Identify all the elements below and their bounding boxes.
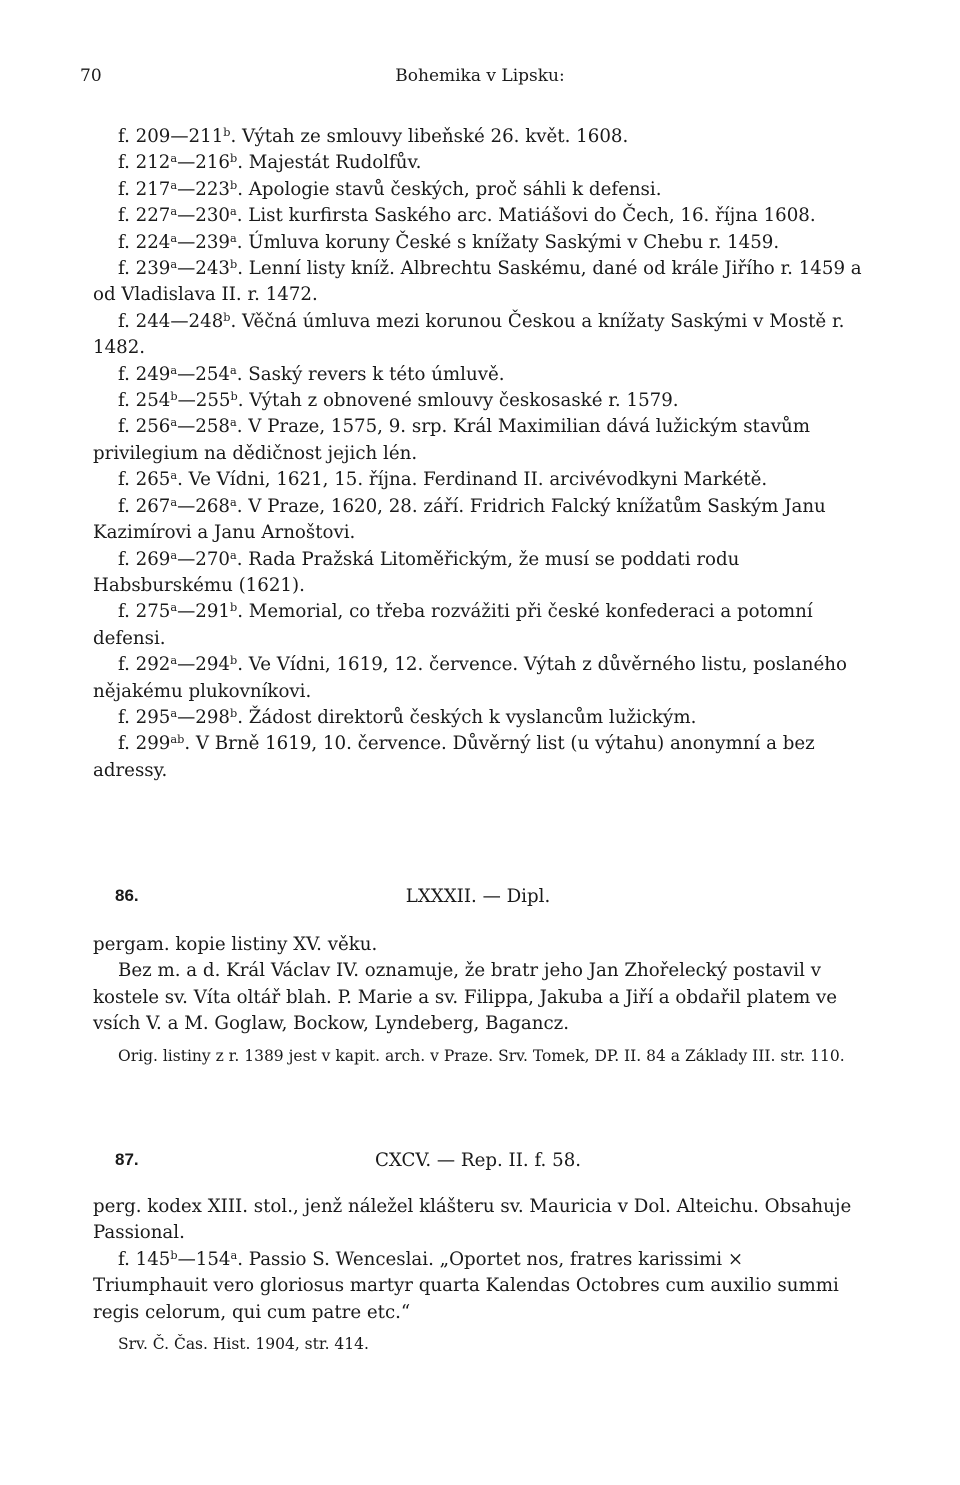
folio-list <box>93 124 863 784</box>
entry-86-heading <box>93 886 863 916</box>
entry-number: 87. <box>115 1150 139 1169</box>
folio-entry: f. 295$^a$—298$^b$. Žádost direktorů českých k vyslancům lužickým. <box>118 706 697 728</box>
folio-entry: f. 267$^a$—268$^a$. V Praze, 1620, 28. září. Fridrich Falcký knížatům Saským Janu Kazimírovi a Janu Arnoštovi. <box>93 495 826 544</box>
running-title: Bohemika v Lipsku: <box>395 66 565 86</box>
entry-87-body <box>93 1194 863 1357</box>
folio-entry: f. 254$^b$—255$^b$. Výtah z obnovené smlouvy českosaské r. 1579. <box>118 389 679 412</box>
folio-entry: f. 249$^a$—254$^a$. Saský revers k této úmluvě. <box>118 363 505 385</box>
entry-regest: f. 145$^b$—154$^a$. Passio S. Wenceslai. „Oportet nos, fratres karissimi × Triumphauit vero gloriosus martyr quarta Kalendas Octobres cum auxilio summi regis celorum, qui cum patre etc.“ <box>93 1248 839 1323</box>
folio-entry: f. 224$^a$—239$^a$. Úmluva koruny České s knížaty Saskými v Chebu r. 1459. <box>118 231 780 253</box>
folio-entry: f. 265$^a$. Ve Vídni, 1621, 15. října. Ferdinand II. arcivévodkyni Markétě. <box>118 469 768 491</box>
folio-entry: f. 239$^a$—243$^b$. Lenní listy kníž. Albrechtu Saskému, dané od krále Jiřího r. 1459 a od Vladislava II. r. 1472. <box>93 257 862 306</box>
entry-number: 86. <box>115 886 139 905</box>
folio-entry: f. 227$^a$—230$^a$. List kurfirsta Saského arc. Matiášovi do Čech, 16. října 1608. <box>118 205 816 227</box>
entry-reference: LXXXII. — Dipl. <box>405 886 551 907</box>
folio-entry: f. 212$^a$—216$^b$. Majestát Rudolfův. <box>118 152 422 174</box>
entry-note: Srv. Č. Čas. Hist. 1904, str. 414. <box>118 1335 369 1354</box>
entry-regest: Bez m. a d. Král Václav IV. oznamuje, že bratr jeho Jan Zhořelecký postavil v kostele sv. Víta oltář blah. P. Marie a sv. Filippa, Jakuba a Jiří a obdařil platem ve vsích V. a M. Goglaw, Bockow, Lyndeberg, Bagancz. <box>93 960 838 1035</box>
entry-material: pergam. kopie listiny XV. věku. <box>93 934 378 955</box>
folio-entry: f. 209—211$^b$. Výtah ze smlouvy libeňské 26. květ. 1608. <box>118 125 629 147</box>
folio-entry: f. 256$^a$—258$^a$. V Praze, 1575, 9. srp. Král Maximilian dává lužickým stavům privilegium na dědičnost jejich lén. <box>93 416 810 464</box>
page-header <box>80 66 880 94</box>
folio-entry: f. 275$^a$—291$^b$. Memorial, co třeba rozvážiti při české konfederaci a potomní defensi. <box>93 601 813 649</box>
folio-entry: f. $299^{ab}$. V Brně 1619, 10. července. Důvěrný list (u výtahu) anonymní a bez adressy. <box>93 733 815 781</box>
entry-87-heading <box>93 1150 863 1180</box>
entry-material: perg. kodex XIII. stol., jenž náležel klášteru sv. Mauricia v Dol. Alteichu. Obsahuje Passional. <box>93 1196 852 1244</box>
folio-entry: f. 217$^a$—223$^b$. Apologie stavů českých, proč sáhli k defensi. <box>118 178 662 200</box>
folio-entry: f. 244—248$^b$. Věčná úmluva mezi korunou Českou a knížaty Saskými v Mostě r. 1482. <box>93 310 845 359</box>
entry-reference: CXCV. — Rep. II. f. 58. <box>374 1150 582 1171</box>
entry-86-body <box>93 932 863 1069</box>
page-number: 70 <box>80 66 102 86</box>
folio-entry: f. 292$^a$—294$^b$. Ve Vídni, 1619, 12. července. Výtah z důvěrného listu, poslaného nějakému plukovníkovi. <box>93 653 847 702</box>
folio-entry: f. 269$^a$—270$^a$. Rada Pražská Litoměřickým, že musí se poddati rodu Habsburskému (1621). <box>93 548 740 596</box>
entry-note: Orig. listiny z r. 1389 jest v kapit. arch. v Praze. Srv. Tomek, DP. II. 84 a Základy III. str. 110. <box>118 1046 845 1065</box>
